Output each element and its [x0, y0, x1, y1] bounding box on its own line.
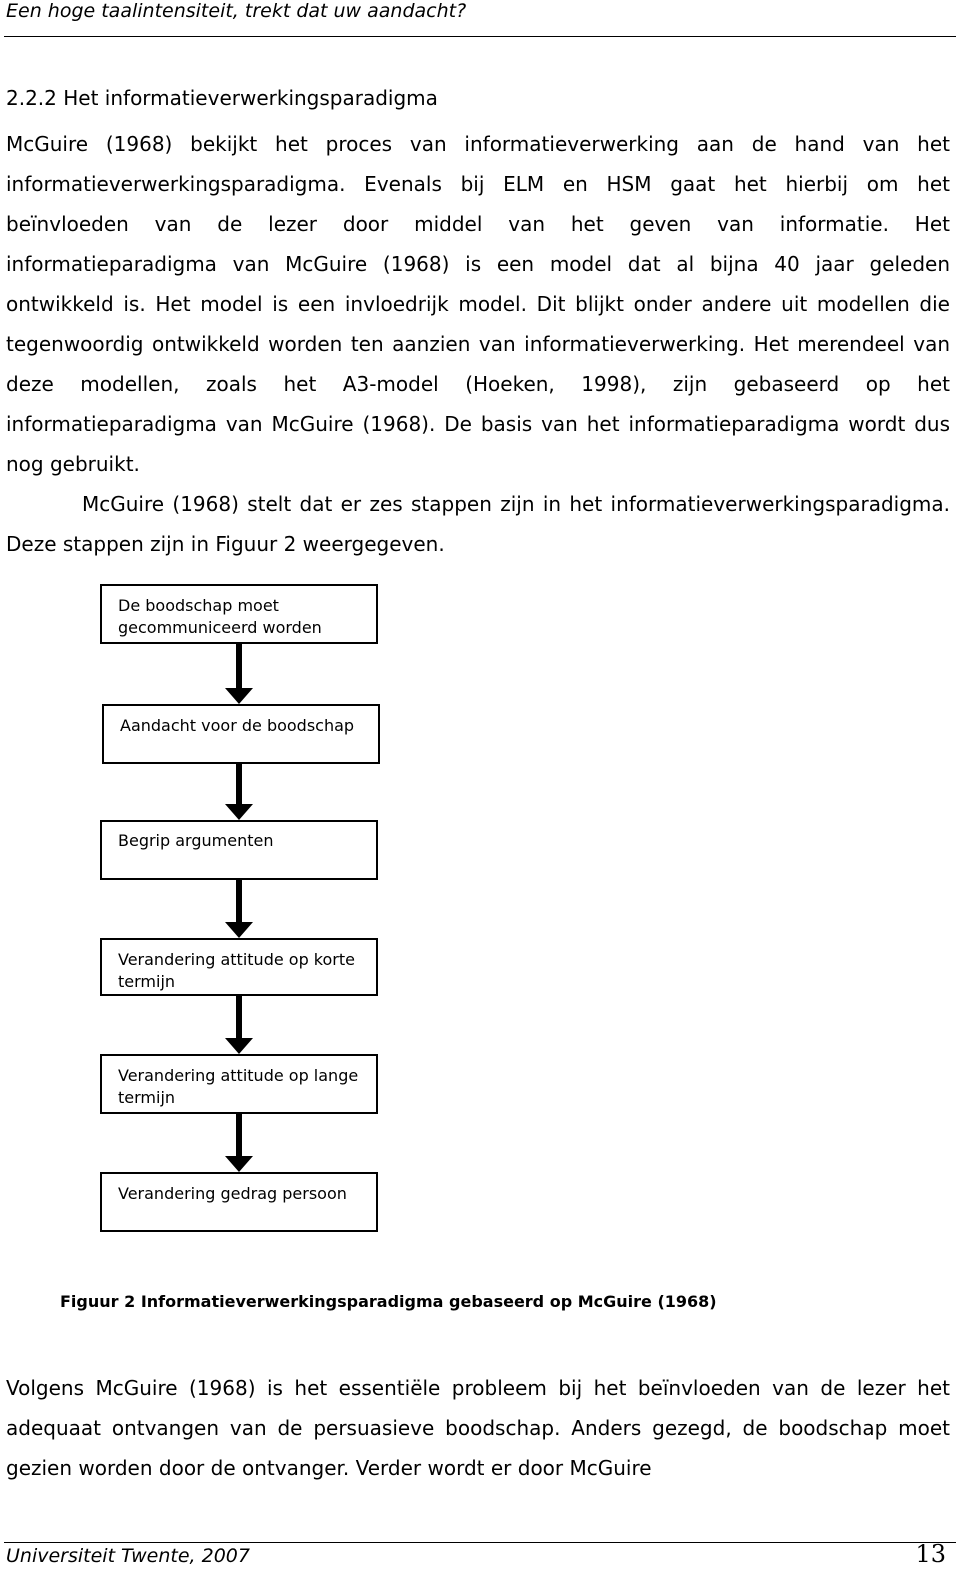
down-arrow-icon — [225, 996, 253, 1054]
section-heading: 2.2.2 Het informatieverwerkingsparadigma — [6, 86, 438, 110]
figure-caption: Figuur 2 Informatieverwerkingsparadigma gebaseerd op McGuire (1968) — [60, 1292, 717, 1311]
flow-step-1: De boodschap moet gecommuniceerd worden — [100, 584, 378, 644]
flow-step-3: Begrip argumenten — [100, 820, 378, 880]
footer-institution: Universiteit Twente, 2007 — [6, 1545, 250, 1567]
header-divider — [4, 36, 956, 37]
page-number: 13 — [915, 1540, 946, 1568]
paragraph-intro: McGuire (1968) bekijkt het proces van informatieverwerking aan de hand van het informatieverwerkingsparadigma. Evenals bij ELM en HSM gaat het hierbij om het beïnvloeden van de lezer door middel van het geven van informatie. Het informatieparadigma van McGuire (1968) is een model dat al bijna 40 jaar geleden ontwikkeld is. Het model is een invloedrijk model. Dit blijkt onder andere uit modellen die tegenwoordig ontwikkeld worden ten aanzien van informatieverwerking. Het merendeel van deze modellen, zoals het A3-model (Hoeken, 1998), zijn gebaseerd op het informatieparadigma van McGuire (1968). De basis van het informatieparadigma wordt dus nog gebruikt. — [6, 132, 950, 476]
paragraph-closing: Volgens McGuire (1968) is het essentiële probleem bij het beïnvloeden van de lezer het adequaat ontvangen van de persuasieve boodschap. Anders gezegd, de boodschap moet gezien worden door de ontvanger. Verder wordt er door McGuire — [6, 1376, 950, 1480]
footer-divider — [4, 1542, 956, 1543]
down-arrow-icon — [225, 1114, 253, 1172]
flow-step-6: Verandering gedrag persoon — [100, 1172, 378, 1232]
flow-step-5: Verandering attitude op lange termijn — [100, 1054, 378, 1114]
down-arrow-icon — [225, 644, 253, 704]
flow-step-4: Verandering attitude op korte termijn — [100, 938, 378, 996]
running-header: Een hoge taalintensiteit, trekt dat uw aandacht? — [6, 0, 467, 22]
paragraph-steps: McGuire (1968) stelt dat er zes stappen zijn in het informatieverwerkingsparadigma. Deze stappen zijn in Figuur 2 weergegeven. — [6, 492, 950, 556]
down-arrow-icon — [225, 764, 253, 820]
flow-step-2: Aandacht voor de boodschap — [102, 704, 380, 764]
down-arrow-icon — [225, 880, 253, 938]
